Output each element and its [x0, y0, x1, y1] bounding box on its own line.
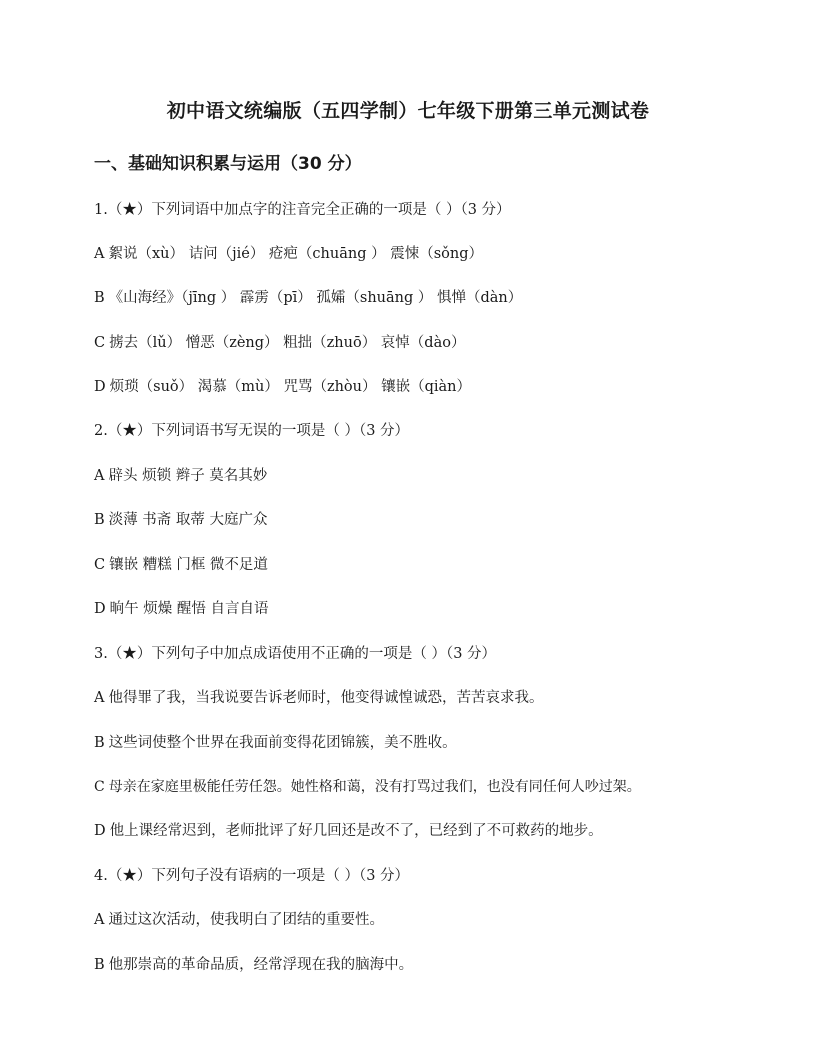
question-stem-3: 3.（★）下列句子中加点成语使用不正确的一项是（ ）（3 分） [94, 646, 497, 662]
option-text: 他那崇高的革命品质，经常浮现在我的脑海中。 [108, 957, 414, 973]
question-1-option-c [94, 333, 465, 353]
option-letter: C [94, 335, 106, 351]
question-stem-1: 1.（★）下列词语中加点字的注音完全正确的一项是（ ）（3 分） [94, 202, 511, 218]
question-3-option-c [94, 777, 641, 797]
option-text: 掳去（lǔ） 憎恶（zèng） 粗拙（zhuō） 哀悼（dào） [109, 335, 466, 351]
option-letter: D [94, 379, 106, 395]
option-letter: A [94, 690, 105, 706]
option-letter: A [94, 468, 105, 484]
option-text: 絮说（xù） 诘问（jié） 疮疤（chuāng ） 震悚（sǒng） [108, 246, 484, 262]
question-2-option-c [94, 555, 268, 575]
option-text: 镶嵌 糟糕 门框 微不足道 [109, 557, 268, 573]
option-text: 辟头 烦锁 辫子 莫名其妙 [108, 468, 268, 484]
page-title: 初中语文统编版（五四学制）七年级下册第三单元测试卷 [166, 100, 650, 122]
question-stem-2: 2.（★）下列词语书写无误的一项是（ ）（3 分） [94, 423, 410, 439]
option-letter: D [94, 601, 106, 617]
question-3-option-b [94, 733, 457, 753]
question-stem-4: 4.（★）下列句子没有语病的一项是（ ）（3 分） [94, 868, 410, 884]
option-text: 通过这次活动，使我明白了团结的重要性。 [108, 912, 384, 928]
option-text: 他得罪了我，当我说要告诉老师时，他变得诚惶诚恐，苦苦哀求我。 [108, 690, 544, 706]
option-text: 他上课经常迟到，老师批评了好几回还是改不了，已经到了不可救药的地步。 [109, 823, 603, 839]
option-letter: D [94, 823, 106, 839]
option-text: 烦琐（suǒ） 渴慕（mù） 咒骂（zhòu） 镶嵌（qiàn） [109, 379, 472, 395]
option-letter: A [94, 912, 105, 928]
question-1-option-b [94, 288, 522, 308]
option-text: 晌午 烦燥 醒悟 自言自语 [109, 601, 269, 617]
question-1-option-d [94, 377, 471, 397]
question-1-option-a [94, 244, 483, 264]
question-2-option-b [94, 510, 267, 530]
option-letter: B [94, 512, 105, 528]
option-letter: C [94, 779, 105, 795]
option-letter: C [94, 557, 106, 573]
question-4-option-a [94, 910, 384, 930]
option-text: 《山海经》（jīng ） 霹雳（pī） 孤孀（shuāng ） 惧惮（dàn） [108, 290, 523, 306]
question-3-option-a [94, 688, 543, 708]
question-3-option-d [94, 821, 603, 841]
question-2-option-d [94, 599, 268, 619]
option-text: 母亲在家庭里极能任劳任怨。她性格和蔼，没有打骂过我们，也没有同任何人吵过架。 [108, 779, 641, 795]
section-heading: 一、基础知识积累与运用（30 分） [94, 154, 362, 174]
option-letter: B [94, 290, 105, 306]
option-text: 淡薄 书斋 取蒂 大庭广众 [108, 512, 268, 528]
option-text: 这些词使整个世界在我面前变得花团锦簇，美不胜收。 [108, 735, 457, 751]
option-letter: A [94, 246, 105, 262]
question-4-option-b [94, 955, 413, 975]
option-letter: B [94, 735, 105, 751]
option-letter: B [94, 957, 105, 973]
question-2-option-a [94, 466, 267, 486]
